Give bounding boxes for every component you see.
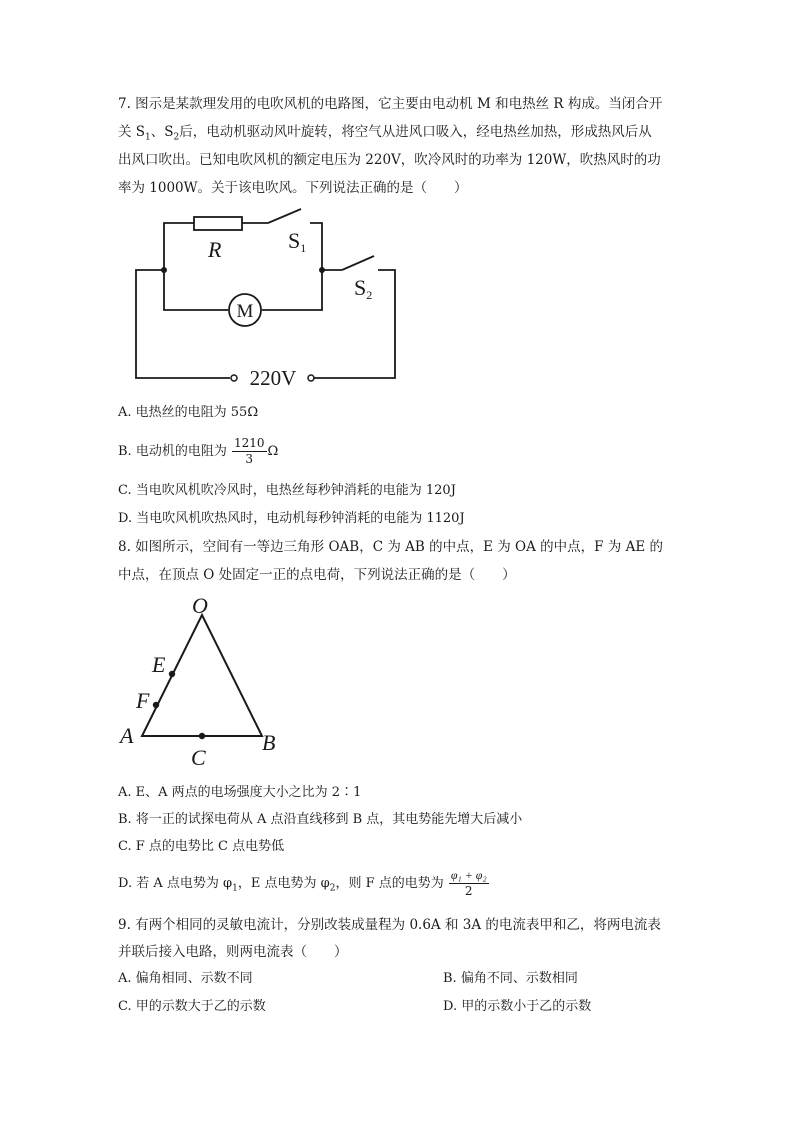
q8-option-c: C. F 点的电势比 C 点电势低 xyxy=(118,839,285,854)
q7-option-d: D. 当电吹风机吹热风时，电动机每秒钟消耗的电能为 1120J xyxy=(118,511,465,526)
circuit-wire-s1-right xyxy=(310,223,322,270)
q8-text-line1: 8. 如图所示，空间有一等边三角形 OAB，C 为 AB 的中点，E 为 OA 的中点，F 为 AE 的 xyxy=(118,539,663,555)
q8-text-line2: 中点，在顶点 O 处固定一正的点电荷，下列说法正确的是（ ） xyxy=(118,567,516,583)
terminal-left xyxy=(231,375,237,381)
junction-left xyxy=(161,267,167,273)
q8-option-d-fraction xyxy=(449,868,489,899)
q9-option-a: A. 偏角相同、示数不同 xyxy=(118,971,253,986)
label-voltage: 220V xyxy=(249,366,297,390)
q9-option-b: B. 偏角不同、示数相同 xyxy=(443,971,578,986)
q9-option-c: C. 甲的示数大于乙的示数 xyxy=(118,999,266,1014)
q9-text-line2: 并联后接入电路，则两电流表（ ） xyxy=(118,944,348,960)
label-b: B xyxy=(262,730,276,755)
point-e xyxy=(169,671,175,677)
q7-line2-s1-sub: 1 xyxy=(145,132,151,143)
q9-option-d: D. 甲的示数小于乙的示数 xyxy=(443,999,592,1014)
q8-option-d-mid1: ，E 点电势为 φ xyxy=(237,876,330,891)
circuit-wire-inner-right xyxy=(262,270,342,310)
q7-line2-s2-sub: 2 xyxy=(173,132,180,143)
circuit-wire-top-left xyxy=(164,223,194,270)
q7-option-b-pre: B. 电动机的电阻为 xyxy=(118,444,227,459)
junction-right xyxy=(319,267,325,273)
label-s2: S2 xyxy=(354,275,373,302)
q7-line2-pre: 关 S xyxy=(118,124,146,140)
q8-option-d-sub2: 2 xyxy=(329,883,336,894)
q8-option-d-sub1: 1 xyxy=(232,883,238,894)
label-e: E xyxy=(152,652,166,677)
label-f: F xyxy=(136,688,150,713)
q7-line2-mid: 、S xyxy=(150,124,174,140)
label-o: O xyxy=(192,593,208,618)
resistor-r xyxy=(194,217,242,230)
label-r: R xyxy=(208,237,222,262)
switch-s1-blade xyxy=(268,209,301,223)
fraction-denominator: 2 xyxy=(464,884,473,898)
q7-text-line3: 出风口吹出。已知电吹风机的额定电压为 220V，吹冷风时的功率为 120W，吹热风时的功 xyxy=(118,152,661,168)
terminal-right xyxy=(308,375,314,381)
q7-text-line2 xyxy=(118,122,652,148)
q7-option-b-fraction xyxy=(232,436,267,467)
q8-option-d-pre: D. 若 A 点电势为 φ xyxy=(118,876,233,891)
fraction-denominator: 3 xyxy=(245,452,254,466)
q7-option-b xyxy=(118,436,278,467)
circuit-diagram xyxy=(120,200,420,390)
point-c xyxy=(199,733,205,739)
point-f xyxy=(153,702,159,708)
q8-option-b: B. 将一正的试探电荷从 A 点沿直线移到 B 点，其电势能先增大后减小 xyxy=(118,812,523,827)
fraction-numerator: 1210 xyxy=(233,436,265,450)
fraction-numerator: φ₁ + φ₂ xyxy=(450,868,487,882)
circuit-wire-inner-left xyxy=(164,270,228,310)
q7-text-line1: 7. 图示是某款理发用的电吹风机的电路图，它主要由电动机 M 和电热丝 R 构成。当闭合开 xyxy=(118,96,663,112)
q7-line2-post: 后，电动机驱动风叶旋转，将空气从进风口吸入，经电热丝加热，形成热风后从 xyxy=(179,124,652,140)
switch-s2-blade xyxy=(342,256,374,270)
q7-option-a: A. 电热丝的电阻为 55Ω xyxy=(118,405,259,420)
q8-option-d-mid2: ，则 F 点的电势为 xyxy=(335,876,444,891)
label-c: C xyxy=(191,745,206,770)
q8-option-a: A. E、A 两点的电场强度大小之比为 2∶1 xyxy=(118,785,362,800)
label-motor: M xyxy=(236,301,254,322)
q7-option-b-post: Ω xyxy=(267,444,279,459)
q7-text-line4: 率为 1000W。关于该电吹风。下列说法正确的是（ ） xyxy=(118,180,468,196)
label-a: A xyxy=(120,723,134,748)
triangle-diagram xyxy=(112,590,292,775)
q7-option-c: C. 当电吹风机吹冷风时，电热丝每秒钟消耗的电能为 120J xyxy=(118,483,456,498)
q9-text-line1: 9. 有两个相同的灵敏电流计，分别改装成量程为 0.6A 和 3A 的电流表甲和乙，将两电流表 xyxy=(118,917,661,933)
q8-option-d xyxy=(118,868,490,899)
label-s1: S1 xyxy=(288,228,307,255)
circuit-wire-bottom-left xyxy=(136,270,230,378)
